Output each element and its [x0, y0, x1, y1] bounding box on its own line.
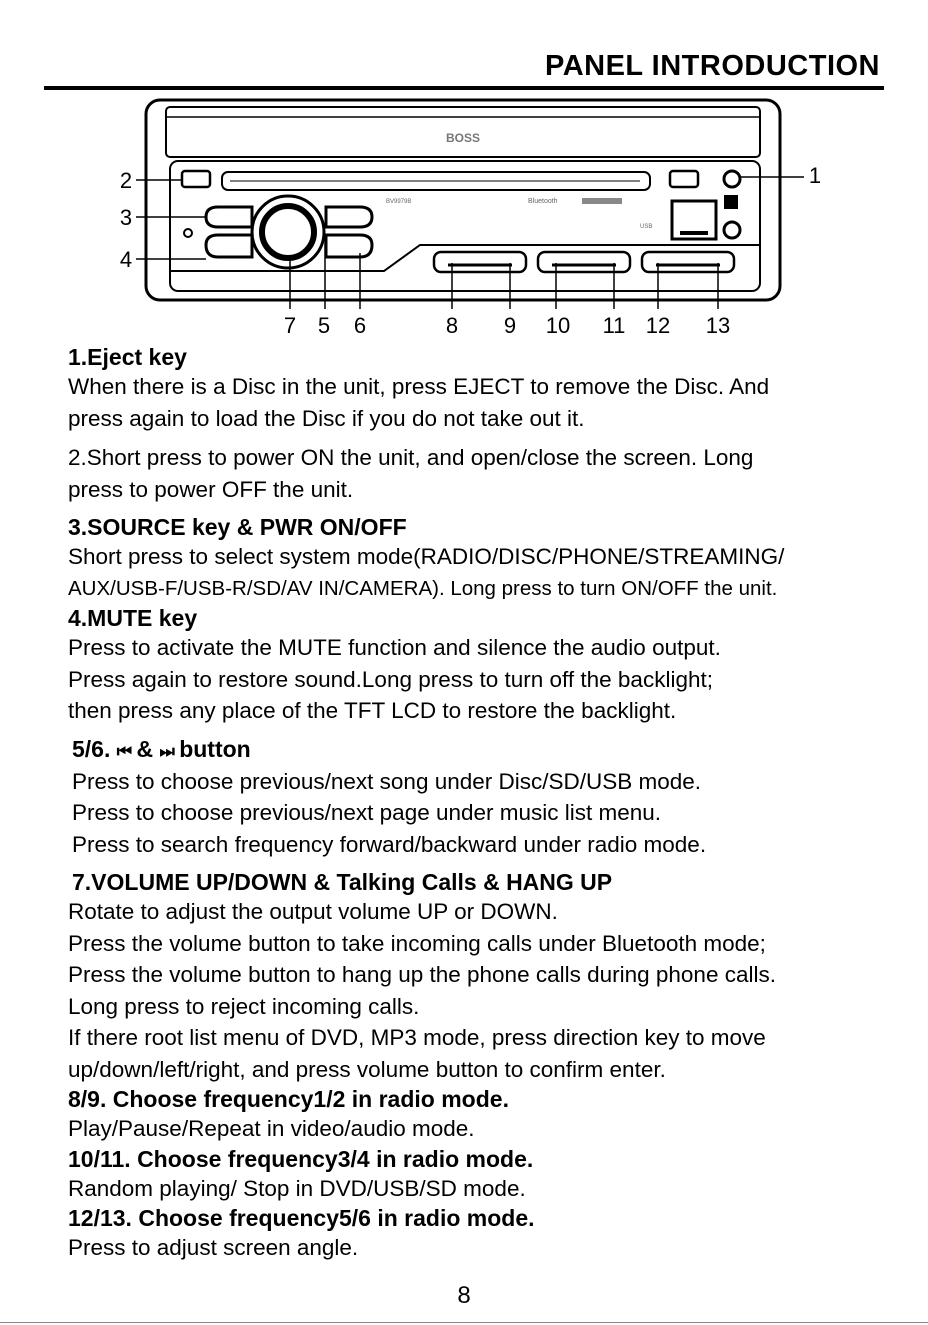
callout-1: 1 [808, 163, 822, 188]
section-line: Long press to reject incoming calls. [68, 993, 420, 1019]
callout-11: 11 [602, 313, 626, 338]
callout-7: 7 [283, 313, 297, 338]
source-key [206, 207, 252, 227]
heading-amp: & [136, 735, 154, 762]
instructions [68, 343, 898, 1264]
section-line: 2.Short press to power ON the unit, and open/close the screen. Long [68, 445, 754, 470]
section-line: When there is a Disc in the unit, press EJECT to remove the Disc. And [68, 374, 770, 399]
section-heading: 12/13. Choose frequency5/6 in radio mode. [68, 1205, 535, 1231]
mic-hole [184, 229, 192, 237]
section-line: Press to search frequency forward/backward under radio mode. [72, 831, 707, 857]
callout-13: 13 [705, 313, 731, 338]
mute-key [206, 235, 252, 257]
callout-9: 9 [503, 313, 517, 338]
callout-2: 2 [119, 168, 133, 193]
bottom-rule [0, 1322, 928, 1323]
section-line: Random playing/ Stop in DVD/USB/SD mode. [68, 1175, 526, 1201]
section-heading [68, 735, 898, 766]
usb-label: USB [640, 224, 653, 230]
section-line: Press the volume button to take incoming calls under Bluetooth mode; [68, 930, 766, 956]
section-line: press again to load the Disc if you do not take out it. [68, 405, 585, 431]
section-line: Press to adjust screen angle. [68, 1235, 359, 1260]
heading-prefix: 5/6. [72, 735, 111, 762]
section-heading: 10/11. Choose frequency3/4 in radio mode. [68, 1145, 534, 1172]
prev-key [326, 207, 372, 227]
next-track-icon: ⏭ [159, 741, 173, 761]
next-key [326, 235, 372, 257]
brand-logo: BOSS [445, 131, 481, 145]
callout-8: 8 [445, 313, 459, 338]
section-heading: 7.VOLUME UP/DOWN & Talking Calls & HANG UP [72, 869, 613, 895]
section-line: up/down/left/right, and press volume button to confirm enter. [68, 1056, 666, 1082]
power-button [182, 171, 210, 187]
section-heading: 3.SOURCE key & PWR ON/OFF [68, 514, 407, 540]
section-line: AUX/USB-F/USB-R/SD/AV IN/CAMERA). Long press to turn ON/OFF the unit. [68, 576, 778, 600]
header-rule [44, 86, 884, 90]
page-title: PANEL INTRODUCTION [545, 50, 880, 82]
section-heading: 4.MUTE key [68, 605, 198, 631]
callout-12: 12 [645, 313, 671, 338]
preset-button-5-6 [642, 252, 734, 272]
section-heading: 8/9. Choose frequency1/2 in radio mode. [68, 1086, 509, 1112]
callout-6: 6 [353, 313, 367, 338]
model-label: BV9979B [386, 199, 412, 205]
section-line: Press to choose previous/next page under music list menu. [72, 800, 662, 825]
section-line: Press to choose previous/next song under Disc/SD/USB mode. [72, 768, 702, 794]
section-line: If there root list menu of DVD, MP3 mode, press direction key to move [68, 1025, 766, 1050]
section-line: press to power OFF the unit. [68, 476, 354, 502]
preset-button-1-2 [434, 252, 526, 272]
lower-trim [170, 245, 760, 271]
eject-knob [724, 171, 740, 187]
indicator-square [724, 195, 738, 209]
eject-button [670, 171, 698, 187]
heading-suffix: button [179, 735, 251, 762]
section-line: Press the volume button to hang up the phone calls during phone calls. [68, 962, 776, 987]
section-line: Rotate to adjust the output volume UP or DOWN. [68, 899, 558, 924]
page-number: 8 [457, 1282, 471, 1309]
section-line: Play/Pause/Repeat in video/audio mode. [68, 1116, 475, 1141]
previous-track-icon: ⏮ [116, 741, 131, 761]
callout-4: 4 [119, 247, 133, 272]
section-line: Short press to select system mode(RADIO/DISC/PHONE/STREAMING/ [68, 544, 785, 569]
section-line: Press to activate the MUTE function and silence the audio output. [68, 635, 721, 660]
callout-10: 10 [545, 313, 571, 338]
volume-knob [262, 206, 314, 258]
callout-3: 3 [119, 205, 133, 230]
aux-jack [724, 222, 740, 238]
panel-diagram [0, 95, 928, 345]
section-line: Press again to restore sound.Long press to turn off the backlight; [68, 666, 713, 692]
preset-button-3-4 [538, 252, 630, 272]
section-line: then press any place of the TFT LCD to restore the backlight. [68, 698, 677, 723]
section-heading: 1.Eject key [68, 344, 187, 370]
callout-5: 5 [317, 313, 331, 338]
bluetooth-label: Bluetooth [528, 198, 558, 205]
